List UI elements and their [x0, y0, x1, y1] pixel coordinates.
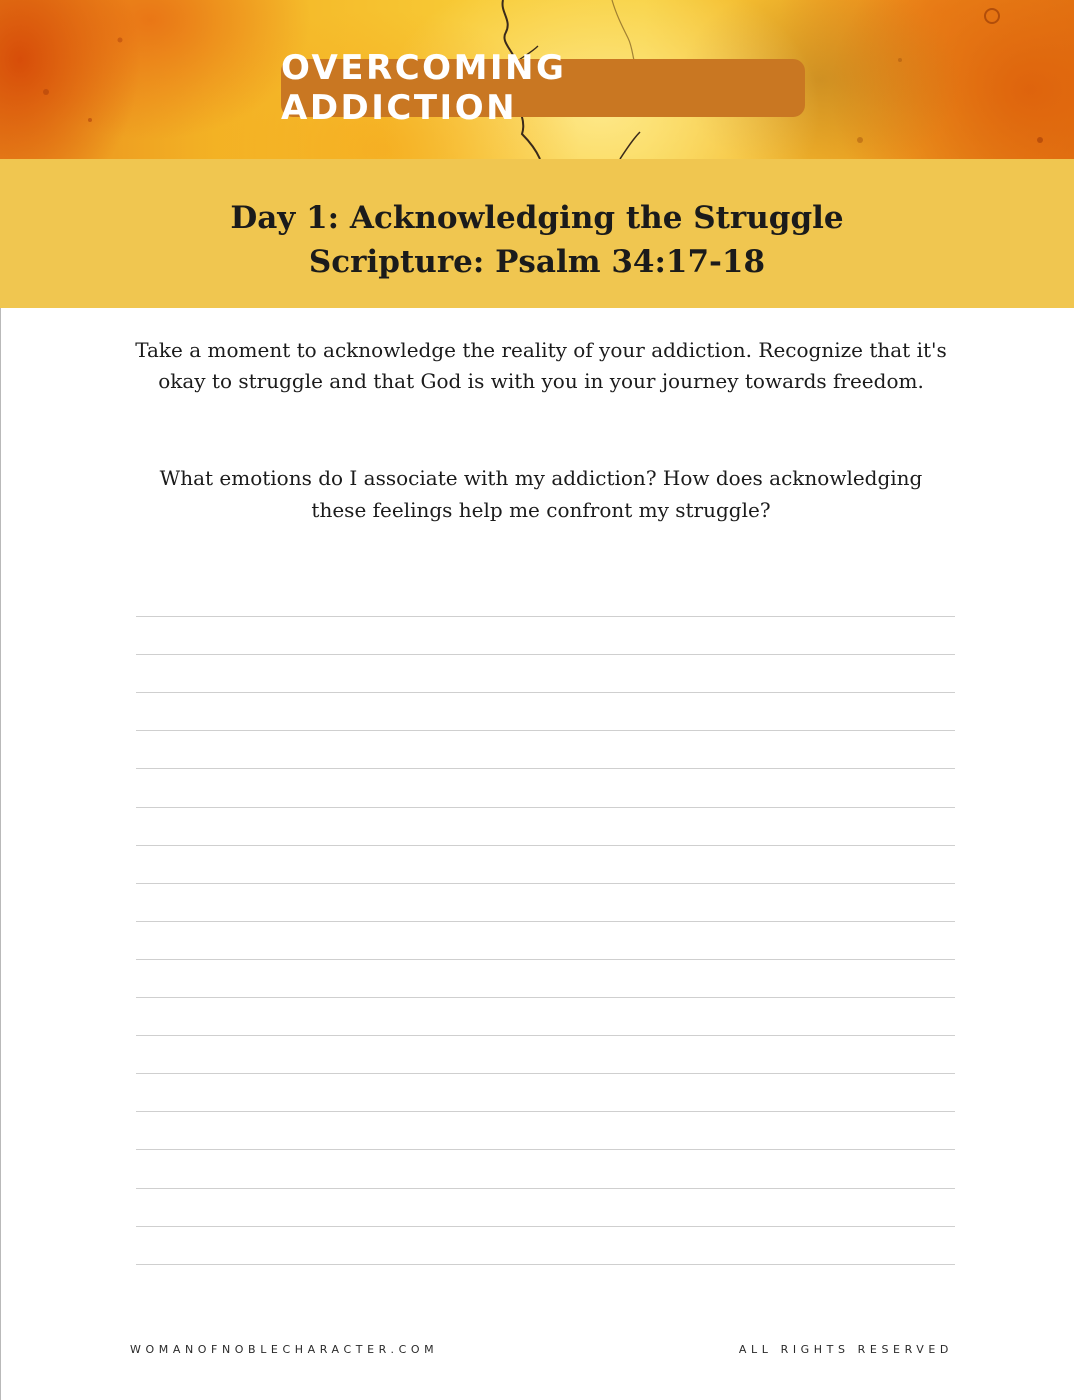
writing-line: [136, 1149, 955, 1150]
writing-line: [136, 654, 955, 655]
writing-line: [136, 845, 955, 846]
footer-rights: ALL RIGHTS RESERVED: [738, 1343, 953, 1356]
writing-line: [136, 807, 955, 808]
writing-line: [136, 1188, 955, 1189]
writing-line: [136, 883, 955, 884]
writing-line: [136, 1073, 955, 1074]
footer-website: WOMANOFNOBLECHARACTER.COM: [130, 1343, 439, 1356]
scripture-reference: Scripture: Psalm 34:17-18: [308, 244, 766, 280]
writing-line: [136, 1035, 955, 1036]
reflection-question: What emotions do I associate with my addiction? How does acknowledging these feelings help me confront my struggle?: [159, 466, 923, 522]
intro-paragraph: Take a moment to acknowledge the reality of your addiction. Recognize that it's okay to struggle and that God is with you in your journey towards freedom.: [135, 338, 947, 393]
writing-line: [136, 1264, 955, 1265]
writing-line: [136, 959, 955, 960]
writing-line: [136, 692, 955, 693]
day-title: Day 1: Acknowledging the Struggle: [230, 200, 844, 236]
writing-line: [136, 616, 955, 617]
writing-line: [136, 768, 955, 769]
writing-line: [136, 730, 955, 731]
writing-line: [136, 921, 955, 922]
writing-lines: [136, 0, 955, 1400]
writing-line: [136, 1111, 955, 1112]
writing-line: [136, 1226, 955, 1227]
worksheet-title: OVERCOMING ADDICTION: [281, 59, 805, 117]
writing-line: [136, 997, 955, 998]
